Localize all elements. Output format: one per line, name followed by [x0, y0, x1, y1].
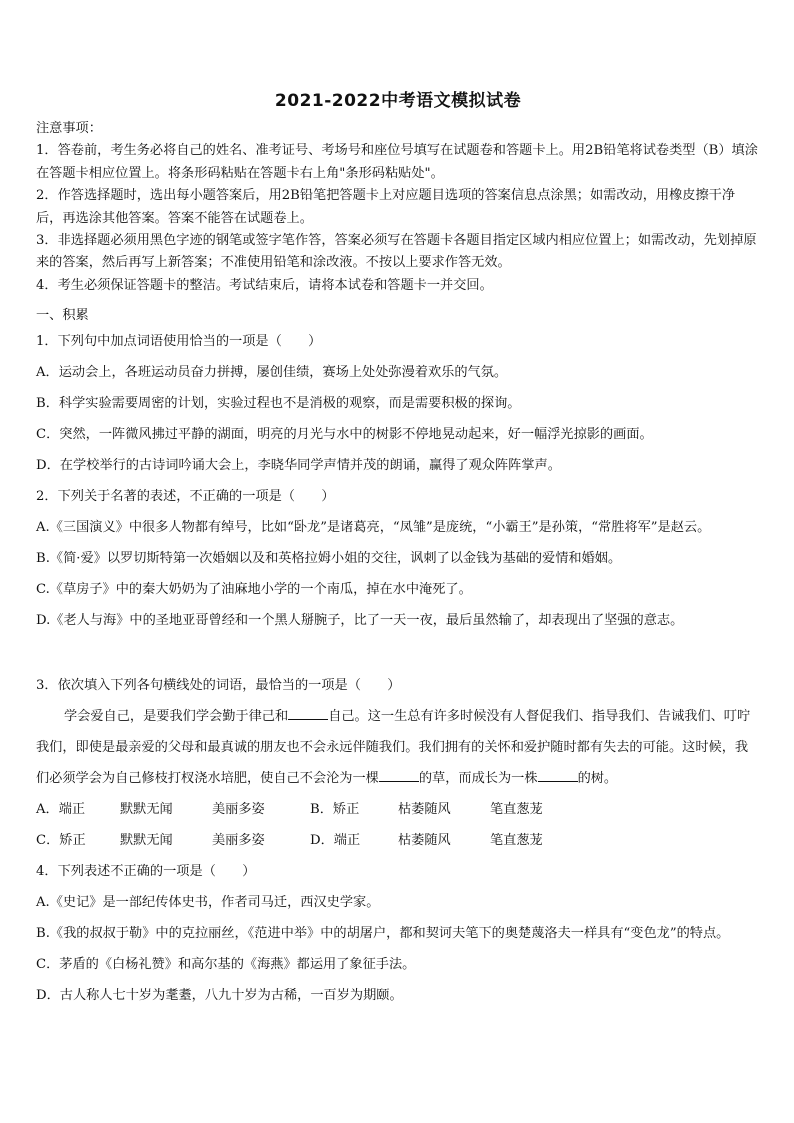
question-3 — [36, 670, 760, 856]
notice-item: 2．作答选择题时，选出每小题答案后，用2B铅笔把答题卡上对应题目选项的答案信息点涂黑；如需改动，用橡皮擦干净后，再选涂其他答案。答案不能答在试题卷上。 — [36, 188, 736, 226]
question-2 — [36, 481, 760, 636]
question-passage: 学会爱自己，是要我们学会勤于律己和 自己。这一生总有许多时候没有人督促我们、指导我们、告诫我们、叮咛我们，即使是最亲爱的父母和最真诚的朋友也不会永远伴随我们。我们拥有的关怀和爱护随时都有失去的可能。这时候，我们必须学会为自己修枝打杈浇水培肥，使自己不会沦为一棵 的草，而成长为一株 的树。 — [36, 709, 751, 786]
option: C.《草房子》中的秦大奶奶为了油麻地小学的一个南瓜，掉在水中淹死了。 — [36, 582, 472, 597]
option: D．在学校举行的古诗词吟诵大会上，李晓华同学声情并茂的朗诵，赢得了观众阵阵掌声。 — [36, 458, 561, 473]
option: A．运动会上，各班运动员奋力拼搏，屡创佳绩，赛场上处处弥漫着欢乐的气氛。 — [36, 365, 508, 380]
option: A.《史记》是一部纪传体史书，作者司马迁，西汉史学家。 — [36, 895, 380, 910]
option: D.《老人与海》中的圣地亚哥曾经和一个黑人掰腕子，比了一天一夜，最后虽然输了，却表现出了坚强的意志。 — [36, 613, 684, 628]
notice-heading: 注意事项： — [36, 121, 102, 136]
option-row: A．端正 默默无闻 美丽多姿 B．矫正 枯萎随风 笔直葱茏 — [36, 802, 543, 817]
option: B.《简·爱》以罗切斯特第一次婚姻以及和英格拉姆小姐的交往，讽刺了以金钱为基础的爱情和婚姻。 — [36, 551, 622, 566]
question-stem: 4．下列表述不正确的一项是（ ） — [36, 864, 256, 879]
option: B．科学实验需要周密的计划，实验过程也不是消极的观察，而是需要积极的探询。 — [36, 396, 521, 411]
option: C．突然，一阵微风拂过平静的湖面，明亮的月光与水中的树影不停地晃动起来，好一幅浮光掠影的画面。 — [36, 427, 653, 442]
blank — [288, 707, 328, 720]
question-1 — [36, 326, 760, 481]
option: B.《我的叔叔于勒》中的克拉丽丝，《范进中举》中的胡屠户，都和契诃夫笔下的奥楚蔑洛夫一样具有“变色龙”的特点。 — [36, 926, 730, 941]
section-heading: 一、积累 — [36, 308, 89, 323]
question-stem: 3．依次填入下列各句横线处的词语，最恰当的一项是（ ） — [36, 678, 401, 693]
option: D．古人称人七十岁为耄耋，八九十岁为古稀，一百岁为期颐。 — [36, 988, 403, 1003]
notice-block — [36, 118, 760, 297]
question-stem: 2．下列关于名著的表述，不正确的一项是（ ） — [36, 489, 335, 504]
option-row: C．矫正 默默无闻 美丽多姿 D．端正 枯萎随风 笔直葱茏 — [36, 833, 543, 848]
notice-item: 1．答卷前，考生务必将自己的姓名、准考证号、考场号和座位号填写在试题卷和答题卡上。用2B铅笔将试卷类型（B）填涂在答题卡相应位置上。将条形码粘贴在答题卡右上角"条形码粘贴处"。 — [36, 143, 758, 181]
blank — [379, 769, 419, 782]
option: C．茅盾的《白杨礼赞》和高尔基的《海燕》都运用了象征手法。 — [36, 957, 416, 972]
exam-title: 2021-2022中考语文模拟试卷 — [274, 91, 522, 111]
notice-item: 4．考生必须保证答题卡的整洁。考试结束后，请将本试卷和答题卡一并交回。 — [36, 277, 493, 293]
option: A.《三国演义》中很多人物都有绰号，比如“卧龙”是诸葛亮，“凤雏”是庞统，“小霸王”是孙策，“常胜将军”是赵云。 — [36, 520, 711, 535]
question-stem: 1．下列句中加点词语使用恰当的一项是（ ） — [36, 334, 322, 349]
notice-item: 3．非选择题必须用黑色字迹的钢笔或签字笔作答，答案必须写在答题卡各题目指定区域内相应位置上；如需改动，先划掉原来的答案，然后再写上新答案；不准使用铅笔和涂改液。不按以上要求作答无效。 — [36, 233, 757, 271]
blank — [538, 769, 578, 782]
question-4 — [36, 856, 760, 1011]
